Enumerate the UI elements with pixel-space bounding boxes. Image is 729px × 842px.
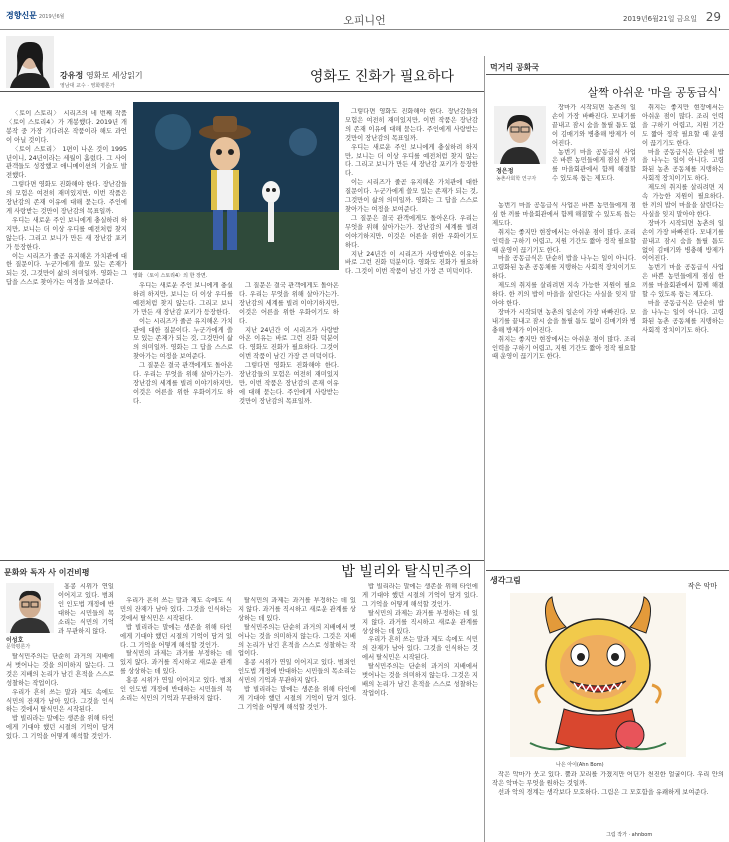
author-header bbox=[0, 30, 484, 92]
article-text-col-2: 농번기 마을 공동급식 사업은 바쁜 농민들에게 점심 한 끼를 마을회관에서 함께 해결할 수 있도록 돕는 제도다. 취지는 좋지만 현장에서는 아쉬운 점이 많다. 조리 인력을 구하기 어렵고, 지원 기간도 짧아 정작 필요할 때 운영이 끊기기도 한다. 마을 공동급식은 단순히 밥을 나누는 일이 아니다. 고령화된 농촌 공동체를 지탱하는 사회적 장치이기도 하다. 제도의 취지를 살리려면 지속 가능한 지원이 필요하다. 한 끼의 밥이 마을을 살린다는 사실을 잊지 말아야 한다. 장마가 시작되면 농촌의 일손이 가장 바빠진다. 모내기를 끝내고 잠시 숨을 돌릴 틈도 없이 김매기와 병충해 방제가 이어진다. 취지는 좋지만 현장에서는 아쉬운 점이 많다. 조리 인력을 구하기 어렵고, 지원 기간도 짧아 정작 필요할 때 운영이 끊기기도 한다. bbox=[492, 202, 636, 361]
article-text-col-2: 우디는 새로운 주인 보니에게 충실하려 하지만, 보니는 더 이상 우디를 예전처럼 찾지 않는다. 그리고 보니가 만든 새 장난감 포키가 등장한다. 이는 시리즈가 줄곧 유지해온 가치관에 대한 질문이다. 누군가에게 쓸모 있는 존재가 되는 것, 그것만이 삶의 의미일까. 영화는 그 답을 스스로 찾아가는 여정을 보여준다. 그 질문은 결국 관객에게도 돌아온다. 우리는 무엇을 위해 살아가는가. 장난감의 세계를 빌려 이야기하지만, 이것은 어른을 위한 우화이기도 하다. bbox=[133, 282, 233, 405]
cartoon-title: 작은 악마 bbox=[687, 582, 717, 590]
newspaper-brand: 경향신문 2019년6월 bbox=[6, 11, 65, 20]
section-title: 오피니언 bbox=[343, 14, 386, 27]
article-colonialism bbox=[0, 560, 484, 842]
article-text-col-4: 탈식민의 과제는 과거를 부정하는 데 있지 않다. 과거를 직시하고 새로운 관계를 상상하는 데 있다. 탈식민주의는 단순히 과거의 지배에서 벗어나는 것을 의미하지 않는다. 그것은 지배의 논리가 남긴 흔적을 스스로 성찰하는 작업이다. 홍콩 시위가 연일 이어지고 있다. 범죄인 인도법 개정에 반대하는 시민들의 목소리는 식민의 기억과 무관하지 않다. 밥 빌리라는 말에는 생존을 위해 타인에게 기대야 했던 시절의 기억이 담겨 있다. 그 기억을 어떻게 해석할 것인가. bbox=[238, 597, 356, 711]
author-affiliation: 농촌사회학 연구자 bbox=[496, 176, 537, 182]
cartoon-section bbox=[486, 570, 729, 842]
author-affiliation: 영남대 교수 · 영화평론가 bbox=[60, 83, 115, 89]
cartoon-credit: 그림 작가 · ahnbom bbox=[606, 832, 653, 838]
article-text-col-4: 그렇다면 영화도 진화해야 한다. 장난감들의 모험은 여전히 재미있지만, 이번 작품은 장난감의 존재 이유에 대해 묻는다. 주인에게 사랑받는 것만이 장난감의 목표일까. 우디는 새로운 주인 보니에게 충실하려 하지만, 보니는 더 이상 우디를 예전처럼 찾지 않는다. 그리고 보니가 만든 새 장난감 포키가 등장한다. 이는 시리즈가 줄곧 유지해온 가치관에 대한 질문이다. 누군가에게 쓸모 있는 존재가 되는 것, 그것만이 삶의 의미일까. 영화는 그 답을 스스로 찾아가는 여정을 보여준다. 그 질문은 결국 관객에게도 돌아온다. 우리는 무엇을 위해 살아가는가. 장난감의 세계를 빌려 이야기하지만, 이것은 어른을 위한 우화이기도 하다. 지난 24년간 이 시리즈가 사랑받아온 이유는 바로 그런 진화 덕분이다. 영화도 진화가 필요하다. 그것이 이번 작품이 남긴 가장 큰 미덕이다. bbox=[345, 108, 478, 276]
article-text-col-3: 그 질문은 결국 관객에게도 돌아온다. 우리는 무엇을 위해 살아가는가. 장난감의 세계를 빌려 이야기하지만, 이것은 어른을 위한 우화이기도 하다. 지난 24년간 이 시리즈가 사랑받아온 이유는 바로 그런 진화 덕분이다. 영화도 진화가 필요하다. 그것이 이번 작품이 남긴 가장 큰 미덕이다. 그렇다면 영화도 진화해야 한다. 장난감들의 모험은 여전히 재미있지만, 이번 작품은 장난감의 존재 이유에 대해 묻는다. 주인에게 사랑받는 것만이 장난감의 목표일까. bbox=[239, 282, 339, 405]
masthead bbox=[0, 0, 729, 30]
cartoon-caption: 나은 아이(Ahn Bom) bbox=[556, 762, 604, 768]
column-divider bbox=[484, 56, 485, 842]
author-portrait bbox=[6, 36, 54, 88]
article-text-col-2: 탈식민주의는 단순히 과거의 지배에서 벗어나는 것을 의미하지 않는다. 그것은 지배의 논리가 남긴 흔적을 스스로 성찰하는 작업이다. 우리가 흔히 쓰는 말과 제도 속에도 식민의 잔재가 남아 있다. 그것을 인식하는 것에서 탈식민은 시작된다. 밥 빌리라는 말에는 생존을 위해 타인에게 기대야 했던 시절의 기억이 담겨 있다. 그 기억을 어떻게 해석할 것인가. bbox=[6, 653, 114, 741]
article-headline: 영화도 진화가 필요하다 bbox=[309, 69, 454, 85]
column-label: 문화와 독자 사 이건비평 bbox=[4, 568, 90, 577]
author-name: 이성호 bbox=[6, 637, 24, 644]
article-text-col-1: 장마가 시작되면 농촌의 일손이 가장 바빠진다. 모내기를 끝내고 잠시 숨을 돌릴 틈도 없이 김매기와 병충해 방제가 이어진다. 농번기 마을 공동급식 사업은 바쁜 농민들에게 점심 한 끼를 마을회관에서 함께 해결할 수 있도록 돕는 제도다. bbox=[552, 104, 636, 183]
article-headline: 밥 빌리와 탈식민주의 bbox=[341, 564, 472, 580]
brand-sub: 2019년6월 bbox=[38, 14, 65, 20]
author-portrait bbox=[494, 106, 546, 164]
article-headline: 살짝 아쉬운 '마을 공동급식' bbox=[587, 86, 721, 99]
article-text-col-1: 홍콩 시위가 연일 이어지고 있다. 범죄인 인도법 개정에 반대하는 시민들의 목소리는 식민의 기억과 무관하지 않다. bbox=[58, 583, 114, 635]
author-name: 강유정 영화로 세상읽기 bbox=[60, 71, 143, 80]
column-title: 영화로 세상읽기 bbox=[85, 71, 143, 80]
devil-illustration bbox=[510, 593, 686, 757]
author-portrait bbox=[6, 583, 54, 633]
article-text-col-3: 우리가 흔히 쓰는 말과 제도 속에도 식민의 잔재가 남아 있다. 그것을 인식하는 것에서 탈식민은 시작된다. 밥 빌리라는 말에는 생존을 위해 타인에게 기대야 했던 시절의 기억이 담겨 있다. 그 기억을 어떻게 해석할 것인가. 탈식민의 과제는 과거를 부정하는 데 있지 않다. 과거를 직시하고 새로운 관계를 상상하는 데 있다. 홍콩 시위가 연일 이어지고 있다. 범죄인 인도법 개정에 반대하는 시민들의 목소리는 식민의 기억과 무관하지 않다. bbox=[120, 597, 232, 702]
publication-date: 2019년6월21일 금요일 bbox=[623, 15, 697, 23]
article-food-republic bbox=[486, 30, 729, 570]
article-movie-opinion bbox=[0, 30, 484, 547]
article-text-col-5: 밥 빌리라는 말에는 생존을 위해 타인에게 기대야 했던 시절의 기억이 담겨 있다. 그 기억을 어떻게 해석할 것인가. 탈식민의 과제는 과거를 부정하는 데 있지 않다. 과거를 직시하고 새로운 관계를 상상하는 데 있다. 우리가 흔히 쓰는 말과 제도 속에도 식민의 잔재가 남아 있다. 그것을 인식하는 것에서 탈식민은 시작된다. 탈식민주의는 단순히 과거의 지배에서 벗어나는 것을 의미하지 않는다. 그것은 지배의 논리가 남긴 흔적을 스스로 성찰하는 작업이다. bbox=[362, 583, 478, 697]
column-label: 생각그림 bbox=[490, 576, 521, 585]
movie-still-photo bbox=[133, 102, 339, 270]
author-affiliation: 문학평론가 bbox=[6, 644, 31, 650]
page-number: 29 bbox=[705, 10, 721, 24]
cartoon-text: 작은 악마가 웃고 있다. 뿔과 꼬리를 가졌지만 어딘가 천진한 얼굴이다. 우리 안의 작은 악마는 무엇을 원하는 것일까. 선과 악의 경계는 생각보다 모호하다. 그림은 그 모호함을 유쾌하게 보여준다. bbox=[492, 771, 724, 796]
photo-caption: 영화 〈토이 스토리4〉의 한 장면. bbox=[133, 273, 208, 279]
author-name: 정은정 bbox=[496, 168, 514, 175]
column-label-rule bbox=[486, 74, 729, 75]
article-text-col-3: 취지는 좋지만 현장에서는 아쉬운 점이 많다. 조리 인력을 구하기 어렵고, 지원 기간도 짧아 정작 필요할 때 운영이 끊기기도 한다. 마을 공동급식은 단순히 밥을 나누는 일이 아니다. 고령화된 농촌 공동체를 지탱하는 사회적 장치이기도 하다. 제도의 취지를 살리려면 지속 가능한 지원이 필요하다. 한 끼의 밥이 마을을 살린다는 사실을 잊지 말아야 한다. 장마가 시작되면 농촌의 일손이 가장 바빠진다. 모내기를 끝내고 잠시 숨을 돌릴 틈도 없이 김매기와 병충해 방제가 이어진다. 농번기 마을 공동급식 사업은 바쁜 농민들에게 점심 한 끼를 마을회관에서 함께 해결할 수 있도록 돕는 제도다. 마을 공동급식은 단순히 밥을 나누는 일이 아니다. 고령화된 농촌 공동체를 지탱하는 사회적 장치이기도 하다. bbox=[642, 104, 724, 334]
column-label: 먹거리 공화국 bbox=[490, 63, 540, 72]
article-text-col-1: 〈토이 스토리〉 시리즈의 네 번째 작품 〈토이 스토리4〉가 개봉했다. 2019년 개봉작 중 가장 기다려온 작품이라 해도 과언이 아닐 것이다. 〈토이 스토리〉 1편이 나온 것이 1995년이니, 24년이라는 세월이 흘렀다. 그 사이 관객들도 성장했고 애니메이션의 기술도 발전했다. 그렇다면 영화도 진화해야 한다. 장난감들의 모험은 여전히 재미있지만, 이번 작품은 장난감의 존재 이유에 대해 묻는다. 주인에게 사랑받는 것만이 장난감의 목표일까. 우디는 새로운 주인 보니에게 충실하려 하지만, 보니는 더 이상 우디를 예전처럼 찾지 않는다. 그리고 보니가 만든 새 장난감 포키가 등장한다. 이는 시리즈가 줄곧 유지해온 가치관에 대한 질문이다. 누군가에게 쓸모 있는 존재가 되는 것, 그것만이 삶의 의미일까. 영화는 그 답을 스스로 찾아가는 여정을 보여준다. bbox=[6, 110, 127, 287]
